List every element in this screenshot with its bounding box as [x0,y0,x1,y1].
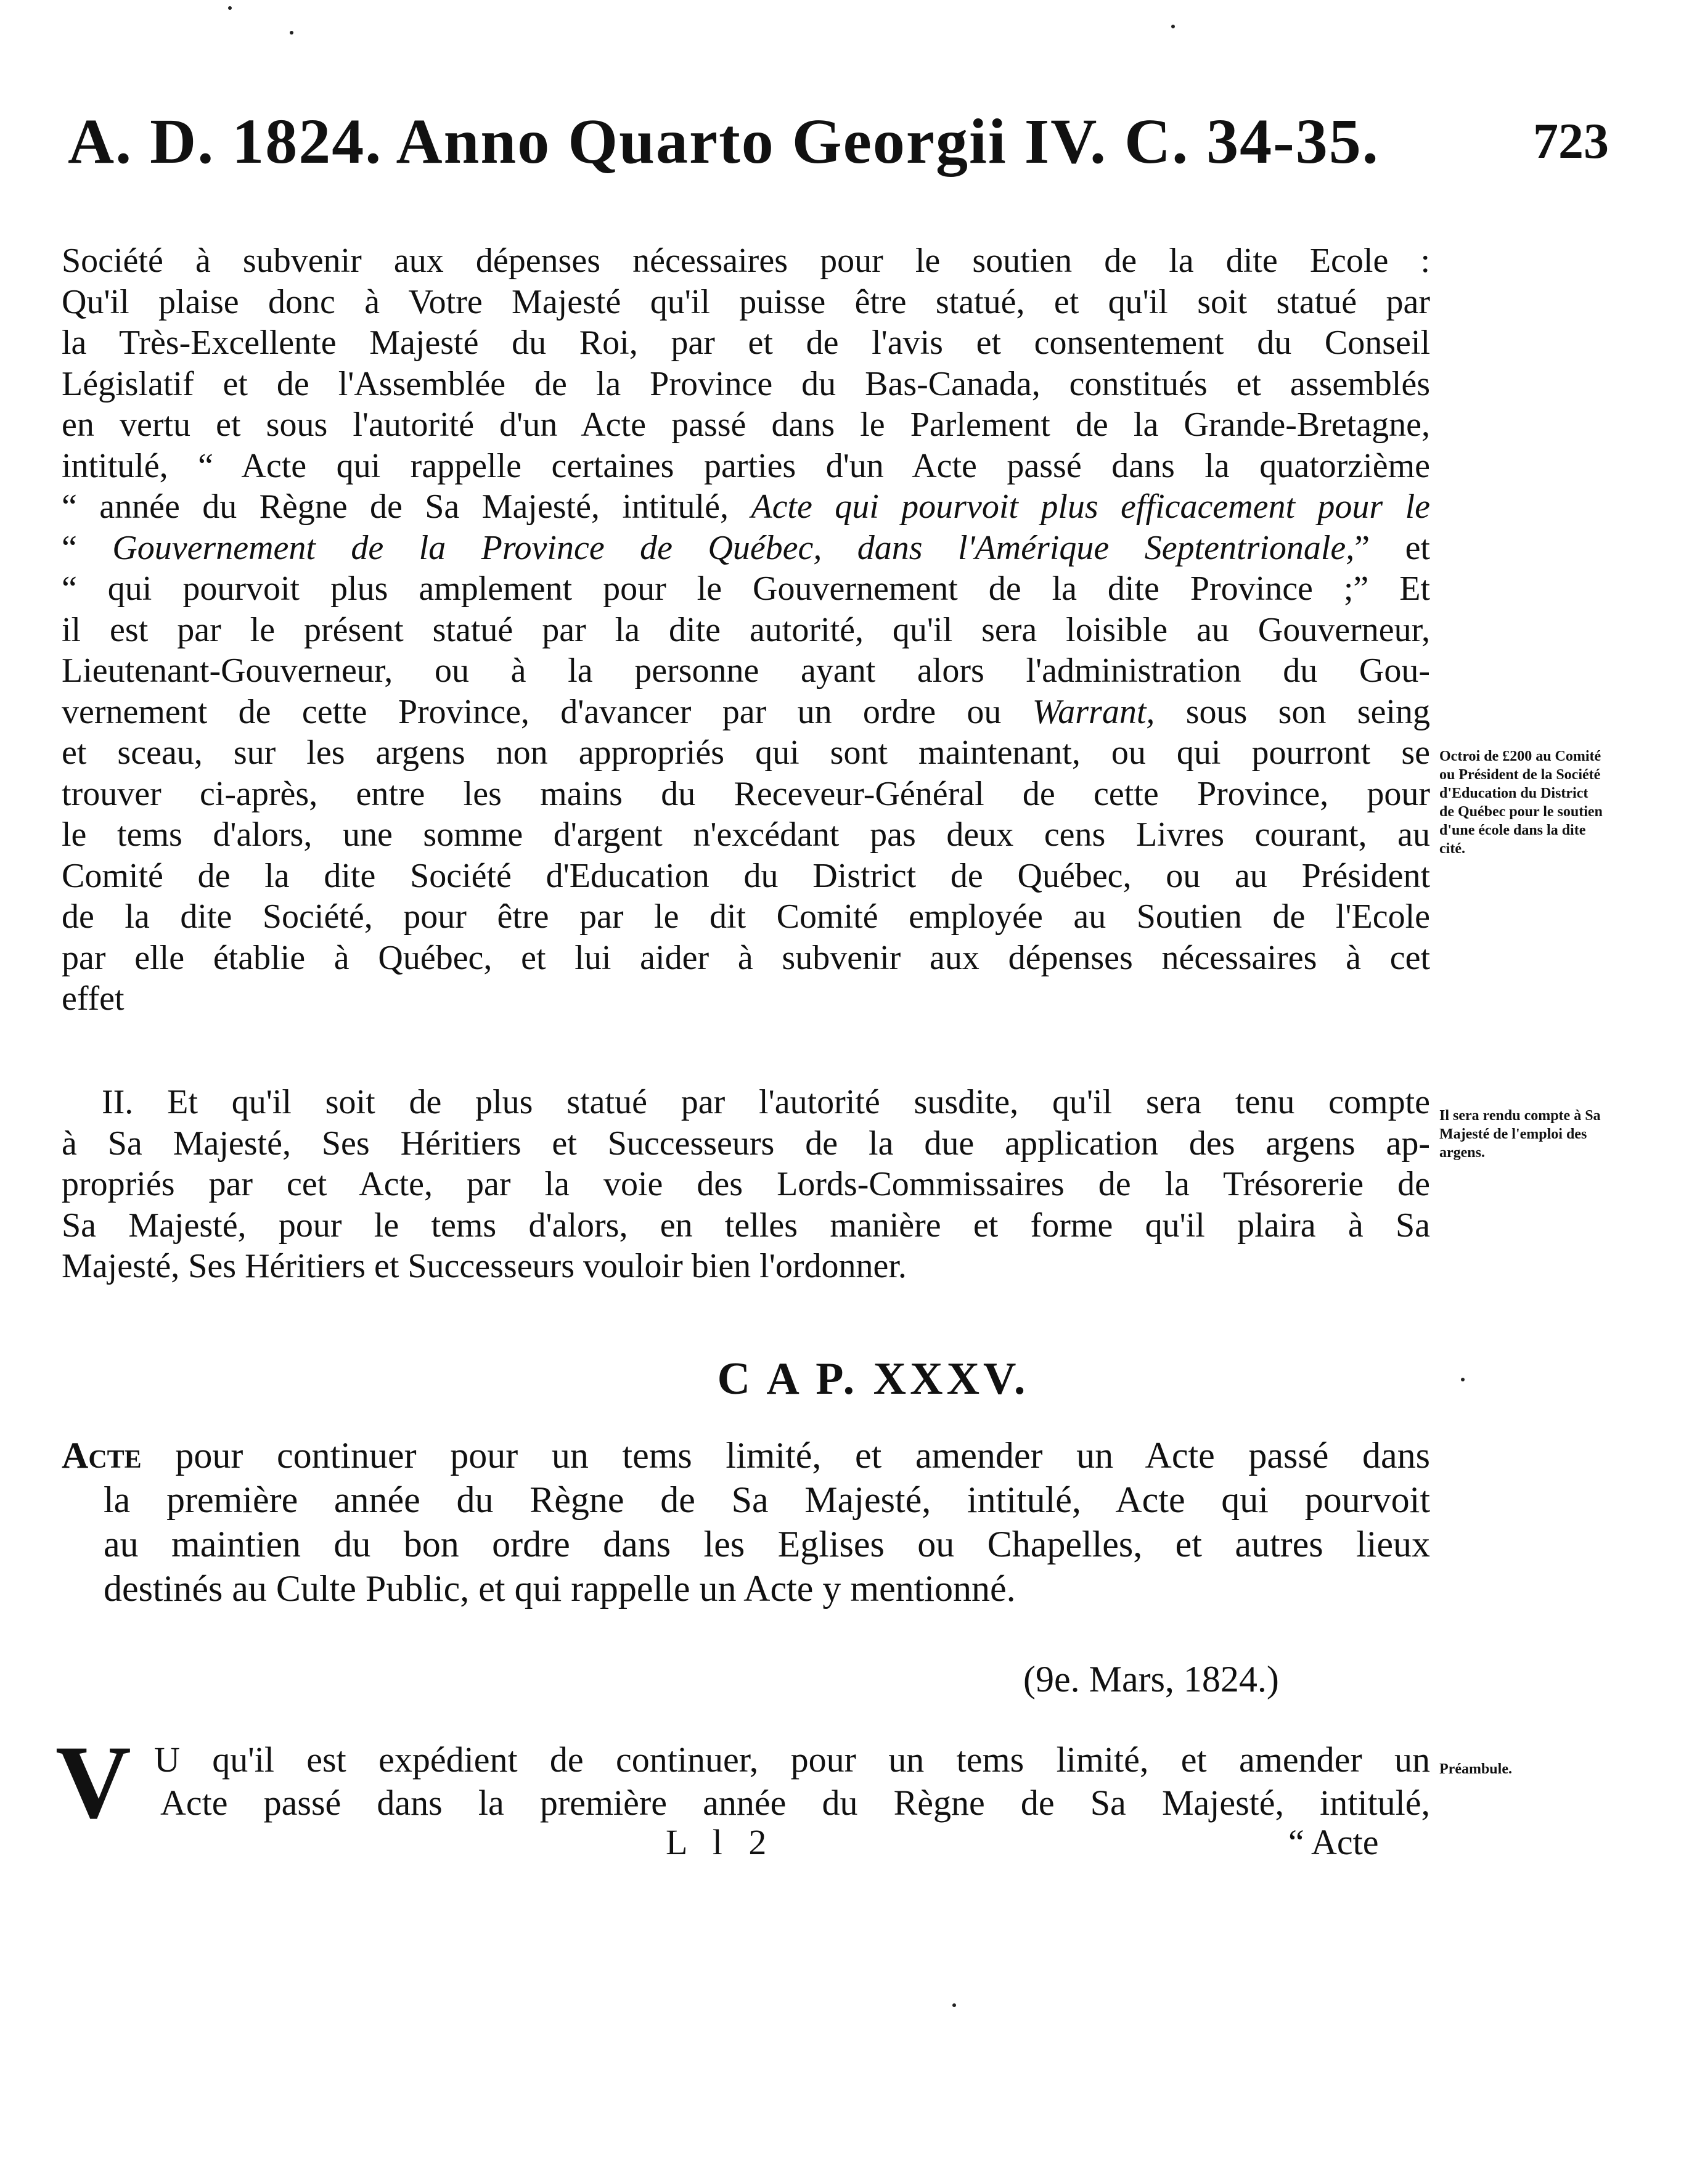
italic-term: Warrant, [1032,692,1155,731]
print-speck [290,31,293,35]
margin-note-grant: Octroi de £200 au Comité ou Président de la Société d'Education du District de Québec pour le soutien d'une école dans la dite cité. [1439,748,1603,857]
italic-title-segment: Acte qui pourvoit plus efficacement pour le [751,488,1430,526]
page-number: 723 [1533,113,1609,169]
text-line: par elle établie à Québec, et lui aider à subvenir aux dépenses nécessaires à cet [62,938,1430,977]
text-line [62,692,1430,733]
section-34-text [62,240,1430,1020]
act-title [62,1433,1430,1611]
text-segment: “ année du Règne de Sa Majesté, intitulé, [62,488,751,526]
text-line: et sceau, sur les argens non appropriés qui sont maintenant, ou qui pourront se [62,734,1430,772]
text-line: Acte passé dans la première année du Règne de Sa Majesté, intitulé, [160,1783,1430,1823]
text-line: à Sa Majesté, Ses Héritiers et Successeurs de la due application des argens ap- [62,1124,1430,1163]
text-line: il est par le présent statué par la dite autorité, qu'il sera loisible au Gouverneur, [62,610,1430,649]
margin-note-preamble: Préambule. [1439,1761,1512,1777]
text-line: U qu'il est expédient de continuer, pour un tems limité, et amender un [154,1740,1430,1780]
running-head [68,105,1609,197]
text-line [62,486,1430,528]
text-line: Législatif et de l'Assemblée de la Province du Bas-Canada, constitués et assemblés [62,364,1430,403]
catchword: “ Acte [1288,1822,1379,1862]
text-segment: vernement de cette Province, d'avancer par un ordre ou [62,692,1033,731]
act-date: (9e. Mars, 1824.) [1023,1659,1279,1699]
print-speck [1171,25,1175,28]
act-title-line: destinés au Culte Public, et qui rappelle un Acte y mentionné. [104,1568,1016,1609]
text-line: en vertu et sous l'autorité d'un Acte passé dans le Parlement de la Grande-Bretagne, [62,406,1430,444]
text-line: trouver ci-après, entre les mains du Receveur-Général de cette Province, pour [62,774,1430,813]
text-segment: ” et [1354,528,1430,567]
text-line: Comité de la dite Société d'Education du District de Québec, ou au Président [62,856,1430,895]
act-title-line: la première année du Règne de Sa Majesté, intitulé, Acte qui pourvoit [104,1479,1430,1520]
running-head-title: A. D. 1824. Anno Quarto Georgii IV. C. 34-35. [68,106,1380,177]
print-speck [952,2003,956,2007]
text-line [62,528,1430,569]
text-line: Société à subvenir aux dépenses nécessaires pour le soutien de la dite Ecole : [62,242,1430,280]
text-segment: “ [62,528,113,567]
print-speck [1461,1378,1465,1381]
text-line: intitulé, “ Acte qui rappelle certaines parties d'un Acte passé dans la quatorzième [62,446,1430,485]
preamble-text [55,1724,1430,1840]
section-2-text [62,1082,1430,1287]
text-segment: pour continuer pour un tems limité, et amender un Acte passé dans [141,1435,1430,1476]
text-line: la Très-Excellente Majesté du Roi, par et de l'avis et consentement du Conseil [62,324,1430,362]
act-title-line: au maintien du bon ordre dans les Eglises ou Chapelles, et autres lieux [104,1524,1430,1564]
text-line: de la dite Société, pour être par le dit Comité employée au Soutien de l'Ecole [62,898,1430,936]
text-line: le tems d'alors, une somme d'argent n'excédant pas deux cens Livres courant, au [62,816,1430,854]
text-line: II. Et qu'il soit de plus statué par l'autorité susdite, qu'il sera tenu compte [102,1083,1430,1121]
act-title-lead: Acte [62,1435,142,1476]
text-segment: sous son seing [1155,692,1430,731]
signature-mark: L l 2 [666,1822,775,1862]
margin-note-accounting: Il sera rendu compte à Sa Majesté de l'emploi des argens. [1439,1108,1601,1161]
chapter-heading: C A P. XXXV. [717,1354,1029,1404]
print-speck [228,6,232,10]
text-line: Majesté, Ses Héritiers et Successeurs vouloir bien l'ordonner. [62,1247,907,1285]
text-line: Lieutenant-Gouverneur, ou à la personne ayant alors l'administration du Gou- [62,652,1430,690]
text-line: effet [62,980,125,1018]
drop-cap: V [55,1724,131,1840]
text-line: Sa Majesté, pour le tems d'alors, en telles manière et forme qu'il plaira à Sa [62,1206,1430,1245]
text-line: “ qui pourvoit plus amplement pour le Gouvernement de la dite Province ;” Et [62,570,1430,608]
text-line: propriés par cet Acte, par la voie des Lords-Commissaires de la Trésorerie de [62,1165,1430,1203]
italic-title-segment: Gouvernement de la Province de Québec, dans l'Amérique Septentrionale, [112,528,1355,567]
act-title-line [62,1433,1430,1478]
text-line: Qu'il plaise donc à Votre Majesté qu'il puisse être statué, et qu'il soit statué par [62,282,1430,321]
